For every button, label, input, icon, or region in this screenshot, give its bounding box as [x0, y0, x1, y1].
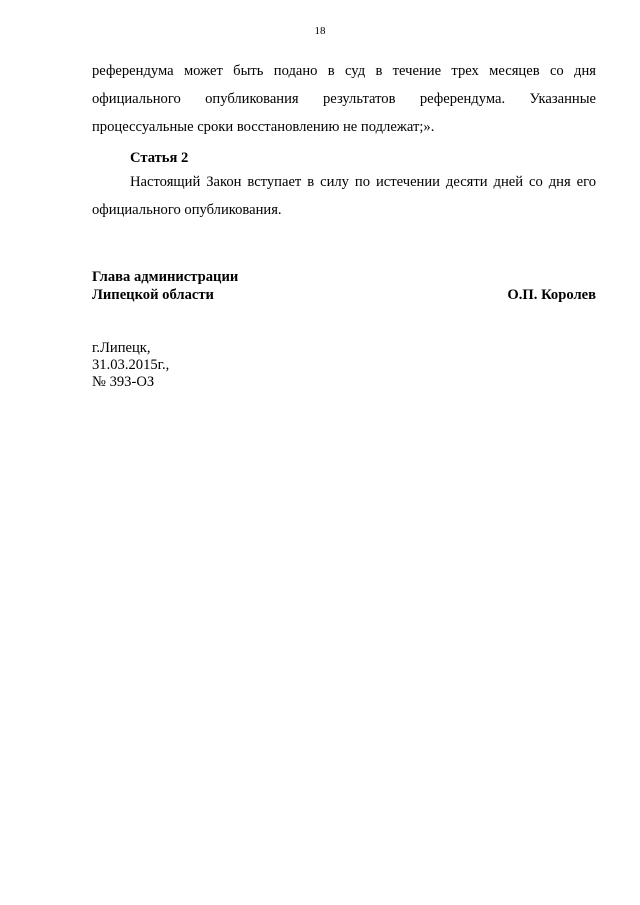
footer-city: г.Липецк, — [92, 340, 151, 356]
signatory-title-line-1: Глава администрации — [92, 269, 239, 285]
article-title: Статья 2 — [130, 150, 189, 166]
footer-law-number: № 393-ОЗ — [92, 374, 155, 390]
signature-block — [92, 268, 596, 304]
paragraph-line-3: процессуальные сроки восстановлению не подлежат;». — [92, 119, 435, 135]
article-body — [92, 168, 596, 224]
signatory-name: О.П. Королев — [507, 287, 596, 303]
article-line-2: официального опубликования. — [92, 202, 282, 218]
page-number: 18 — [314, 25, 326, 37]
paragraph-line-2: официального опубликования результатов референдума. Указанные — [92, 91, 596, 107]
signatory-title-line-2: Липецкой области — [92, 287, 214, 303]
paragraph-line-1: референдума может быть подано в суд в течение трех месяцев со дня — [92, 63, 596, 79]
paragraph-continuation — [92, 57, 596, 141]
article-line-1: Настоящий Закон вступает в силу по истечении десяти дней со дня его — [130, 174, 596, 190]
document-footer — [92, 340, 169, 391]
footer-date: 31.03.2015г., — [92, 357, 170, 373]
